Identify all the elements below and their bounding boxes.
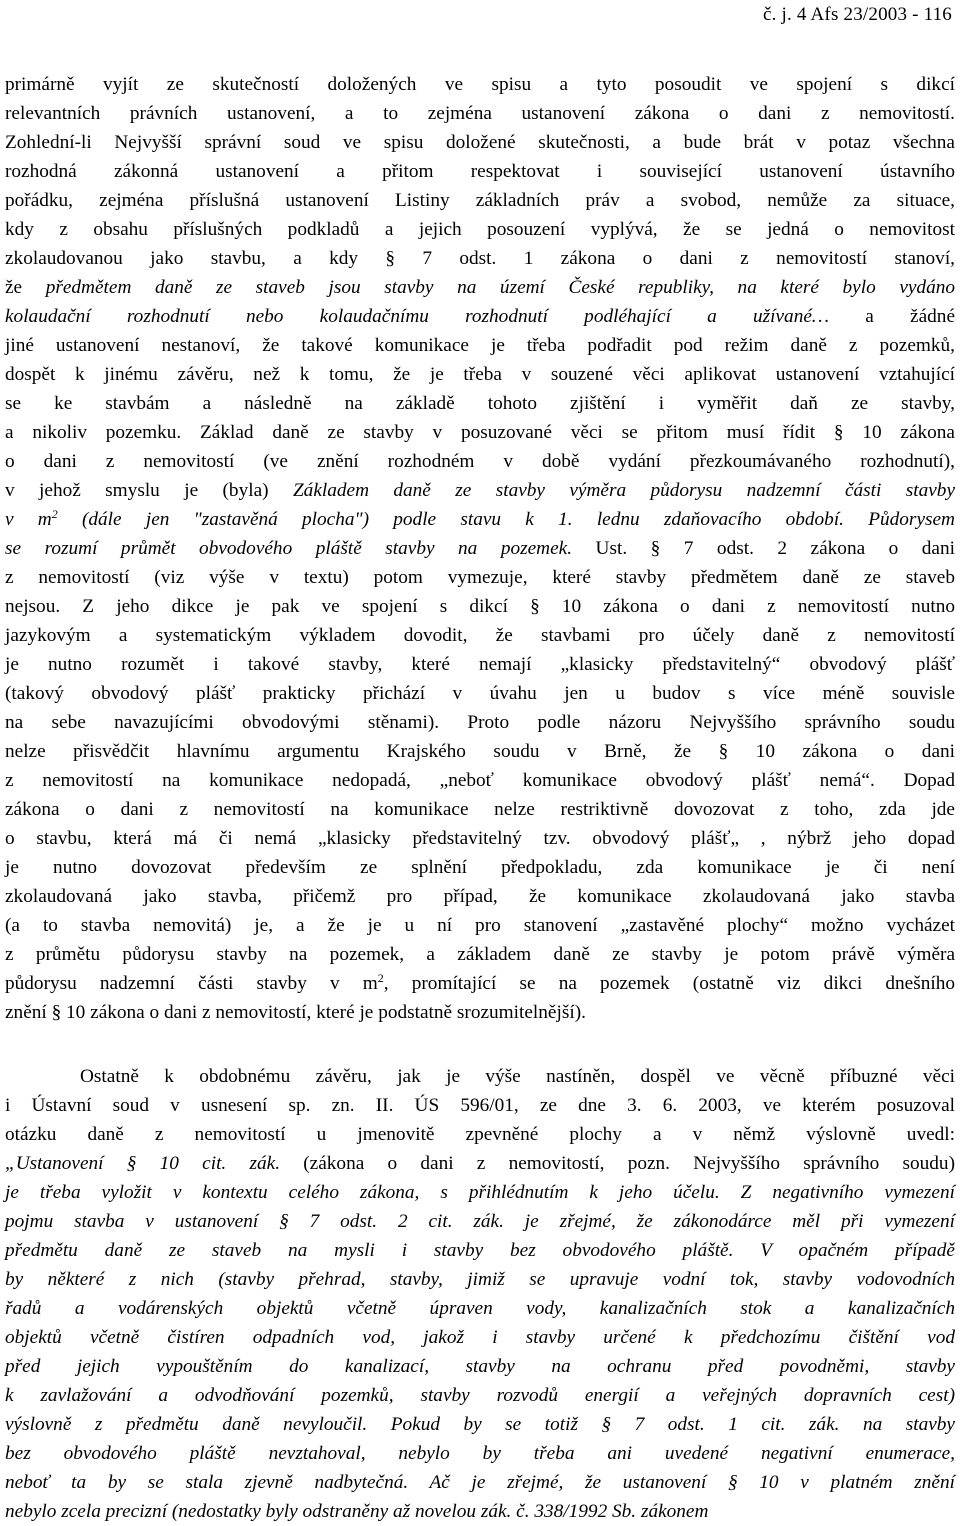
text-segment: otázku daně z nemovitostí u jmenovitě zpevněné plochy a v němž výslovně uvedl: — [5, 1124, 955, 1145]
text-line — [5, 418, 955, 447]
text-line — [5, 1497, 955, 1526]
italic-segment: „Ustanovení § 10 cit. zák. — [5, 1153, 281, 1174]
text-segment: že — [5, 277, 46, 298]
text-line — [5, 476, 955, 505]
text-line — [5, 331, 955, 360]
text-segment: nelze přisvědčit hlavnímu argumentu Krajského soudu v Brně, že § 10 zákona o dani — [5, 741, 955, 762]
text-line — [5, 1207, 955, 1236]
text-line — [5, 244, 955, 273]
text-line — [5, 1381, 955, 1410]
text-line — [5, 534, 955, 563]
text-segment: rozhodná zákonná ustanovení a přitom respektovat i související ustanovení ústavního — [5, 161, 955, 182]
text-line — [5, 1178, 955, 1207]
text-segment: relevantních právních ustanovení, a to zejména ustanovení zákona o dani z nemovitostí. — [5, 103, 955, 124]
text-segment: i Ústavní soud v usnesení sp. zn. II. ÚS 596/01, ze dne 3. 6. 2003, ve kterém posuzoval — [5, 1095, 955, 1116]
text-line — [5, 99, 955, 128]
text-line — [5, 766, 955, 795]
text-line — [5, 679, 955, 708]
text-line — [5, 1323, 955, 1352]
superscript: 2 — [377, 971, 384, 985]
text-segment: (takový obvodový plášť prakticky přichází v úvahu jen u budov s více méně souvisle — [5, 683, 955, 704]
text-line — [5, 1294, 955, 1323]
italic-segment: nebylo zcela precizní (nedostatky byly odstraněny až novelou zák. č. 338/1992 Sb. zákonem — [5, 1501, 709, 1522]
text-segment: o dani z nemovitostí (ve znění rozhodném v době vydání přezkoumávaného rozhodnutí), — [5, 451, 955, 472]
italic-segment: je třeba vyložit v kontextu celého zákona, s přihlédnutím k jeho účelu. Z negativního vymezení — [5, 1182, 955, 1203]
text-segment: nejsou. Z jeho dikce je pak ve spojení s dikcí § 10 zákona o dani z nemovitostí nutno — [5, 596, 955, 617]
text-line — [5, 824, 955, 853]
text-line — [5, 1265, 955, 1294]
italic-segment: objektů včetně čistíren odpadních vod, jakož i stavby určené k předchozímu čištění vod — [5, 1327, 955, 1348]
italic-segment: v m — [5, 509, 52, 530]
italic-segment: by některé z nich (stavby přehrad, stavby, jimiž se upravuje vodní tok, stavby vodovodních — [5, 1269, 955, 1290]
text-line — [5, 1410, 955, 1439]
italic-segment: předmětem daně ze staveb jsou stavby na území České republiky, na které bylo vydáno — [45, 277, 955, 298]
text-segment: jazykovým a systematickým výkladem dovodit, že stavbami pro účely daně z nemovitostí — [5, 625, 955, 646]
text-segment: Ust. § 7 odst. 2 zákona o dani — [572, 538, 955, 559]
text-line — [5, 650, 955, 679]
text-line — [5, 70, 955, 99]
text-line — [5, 1468, 955, 1497]
paragraph-gap — [5, 1027, 955, 1062]
text-segment: (a to stavba nemovitá) je, a že je u ní pro stanovení „zastavěné plochy“ možno vycházet — [5, 915, 955, 936]
text-line — [5, 621, 955, 650]
text-segment: o stavbu, která má či nemá „klasicky představitelný tzv. obvodový plášť„ , nýbrž jeho dopad — [5, 828, 955, 849]
text-line — [5, 1352, 955, 1381]
italic-segment: Základem daně ze stavby výměra půdorysu nadzemní části stavby — [292, 480, 956, 501]
italic-segment: řadů a vodárenských objektů včetně úpraven vody, kanalizačních stok a kanalizačních — [5, 1298, 955, 1319]
text-segment: jiné ustanovení nestanoví, že takové komunikace je třeba podřadit pod režim daně z pozemků, — [5, 335, 955, 356]
text-segment: kdy z obsahu příslušných podkladů a jejich posouzení vyplývá, že se jedná o nemovitost — [5, 219, 955, 240]
text-segment: z průmětu půdorysu stavby na pozemek, a základem daně ze stavby je potom právě výměra — [5, 944, 955, 965]
paragraph-2 — [5, 1062, 955, 1526]
text-segment: zákona o dani z nemovitostí na komunikace nelze restriktivně dovozovat z toho, zda jde — [5, 799, 955, 820]
text-line — [5, 1062, 955, 1091]
text-line — [5, 505, 955, 534]
text-line — [5, 1149, 955, 1178]
text-line — [5, 563, 955, 592]
italic-segment: bez obvodového pláště nevztahoval, nebylo by třeba ani uvedené negativní enumerace, — [5, 1443, 955, 1464]
text-line — [5, 302, 955, 331]
italic-segment: předmětu daně ze staveb na mysli i stavby bez obvodového pláště. V opačném případě — [5, 1240, 955, 1261]
text-segment: a žádné — [829, 306, 955, 327]
text-line — [5, 215, 955, 244]
italic-segment: se rozumí průmět obvodového pláště stavby na pozemek. — [5, 538, 573, 559]
text-segment: zkolaudovaná jako stavba, přičemž pro případ, že komunikace zkolaudovaná jako stavba — [5, 886, 955, 907]
text-line — [5, 998, 955, 1027]
text-line — [5, 447, 955, 476]
text-segment: je nutno dovozovat především ze splnění předpokladu, zda komunikace je či není — [5, 857, 955, 878]
text-line — [5, 186, 955, 215]
text-segment: pořádku, zejména příslušná ustanovení Listiny základních práv a svobod, nemůže za situace, — [5, 190, 955, 211]
text-segment: je nutno rozumět i takové stavby, které nemají „klasicky představitelný“ obvodový plášť — [5, 654, 955, 675]
text-line — [5, 940, 955, 969]
text-line — [5, 795, 955, 824]
italic-segment: k zavlažování a odvodňování pozemků, stavby rozvodů energií a veřejných dopravních cest) — [5, 1385, 955, 1406]
text-line — [5, 1091, 955, 1120]
document-body — [5, 70, 955, 1526]
text-line — [5, 592, 955, 621]
text-line — [5, 389, 955, 418]
text-segment: primárně vyjít ze skutečností doložených ve spisu a tyto posoudit ve spojení s dikcí — [5, 74, 955, 95]
text-segment: dospět k jinému závěru, než k tomu, že je třeba v souzené věci aplikovat ustanovení vztahující — [5, 364, 955, 385]
text-line — [5, 1236, 955, 1265]
case-reference-header: č. j. 4 Afs 23/2003 - 116 — [762, 4, 952, 25]
text-segment: na sebe navazujícími obvodovými stěnami). Proto podle názoru Nejvyššího správního soudu — [5, 712, 955, 733]
italic-segment: výslovně z předmětu daně nevyloučil. Pokud by se totiž § 7 odst. 1 cit. zák. na stavby — [5, 1414, 955, 1435]
text-segment: z nemovitostí na komunikace nedopadá, „neboť komunikace obvodový plášť nemá“. Dopad — [5, 770, 955, 791]
text-line — [5, 157, 955, 186]
text-line — [5, 273, 955, 302]
italic-segment: (dále jen "zastavěná plocha") podle stavu k 1. lednu zdaňovacího období. Půdorysem — [57, 509, 955, 530]
text-segment: z nemovitostí (viz výše v textu) potom vymezuje, které stavby předmětem daně ze staveb — [5, 567, 955, 588]
text-line — [5, 911, 955, 940]
text-segment: (zákona o dani z nemovitostí, pozn. Nejvyššího správního soudu) — [280, 1153, 955, 1174]
italic-segment: před jejich vypouštěním do kanalizací, stavby na ochranu před povodněmi, stavby — [5, 1356, 955, 1377]
italic-segment: neboť ta by se stala zjevně nadbytečná. Ač je zřejmé, že ustanovení § 10 v platném znění — [5, 1472, 955, 1493]
text-line — [5, 128, 955, 157]
text-segment: v jehož smyslu je (byla) — [5, 480, 293, 501]
text-line — [5, 360, 955, 389]
text-segment: se ke stavbám a následně na základě tohoto zjištění i vyměřit daň ze stavby, — [5, 393, 955, 414]
text-segment: a nikoliv pozemku. Základ daně ze stavby v posuzované věci se přitom musí řídit § 10 zákona — [5, 422, 955, 443]
text-line — [5, 1120, 955, 1149]
text-segment: znění § 10 zákona o dani z nemovitostí, které je podstatně srozumitelnější). — [5, 1002, 586, 1023]
paragraph-1 — [5, 70, 955, 1027]
text-line — [5, 708, 955, 737]
superscript: 2 — [51, 507, 58, 521]
text-segment: Ostatně k obdobnému závěru, jak je výše nastíněn, dospěl ve věcně příbuzné věci — [80, 1066, 955, 1087]
italic-segment: kolaudační rozhodnutí nebo kolaudačnímu rozhodnutí podléhající a užívané… — [5, 306, 830, 327]
text-segment: zkolaudovanou jako stavbu, a kdy § 7 odst. 1 zákona o dani z nemovitostí stanoví, — [5, 248, 955, 269]
text-line — [5, 737, 955, 766]
text-line — [5, 853, 955, 882]
text-line — [5, 1439, 955, 1468]
text-line — [5, 969, 955, 998]
text-segment: půdorysu nadzemní části stavby v m — [5, 973, 378, 994]
text-segment: Zohlední-li Nejvyšší správní soud ve spisu doložené skutečnosti, a bude brát v potaz všechna — [5, 132, 955, 153]
text-segment: , promítající se na pozemek (ostatně viz dikci dnešního — [383, 973, 955, 994]
text-line — [5, 882, 955, 911]
italic-segment: pojmu stavba v ustanovení § 7 odst. 2 cit. zák. je zřejmé, že zákonodárce měl při vymezení — [5, 1211, 955, 1232]
